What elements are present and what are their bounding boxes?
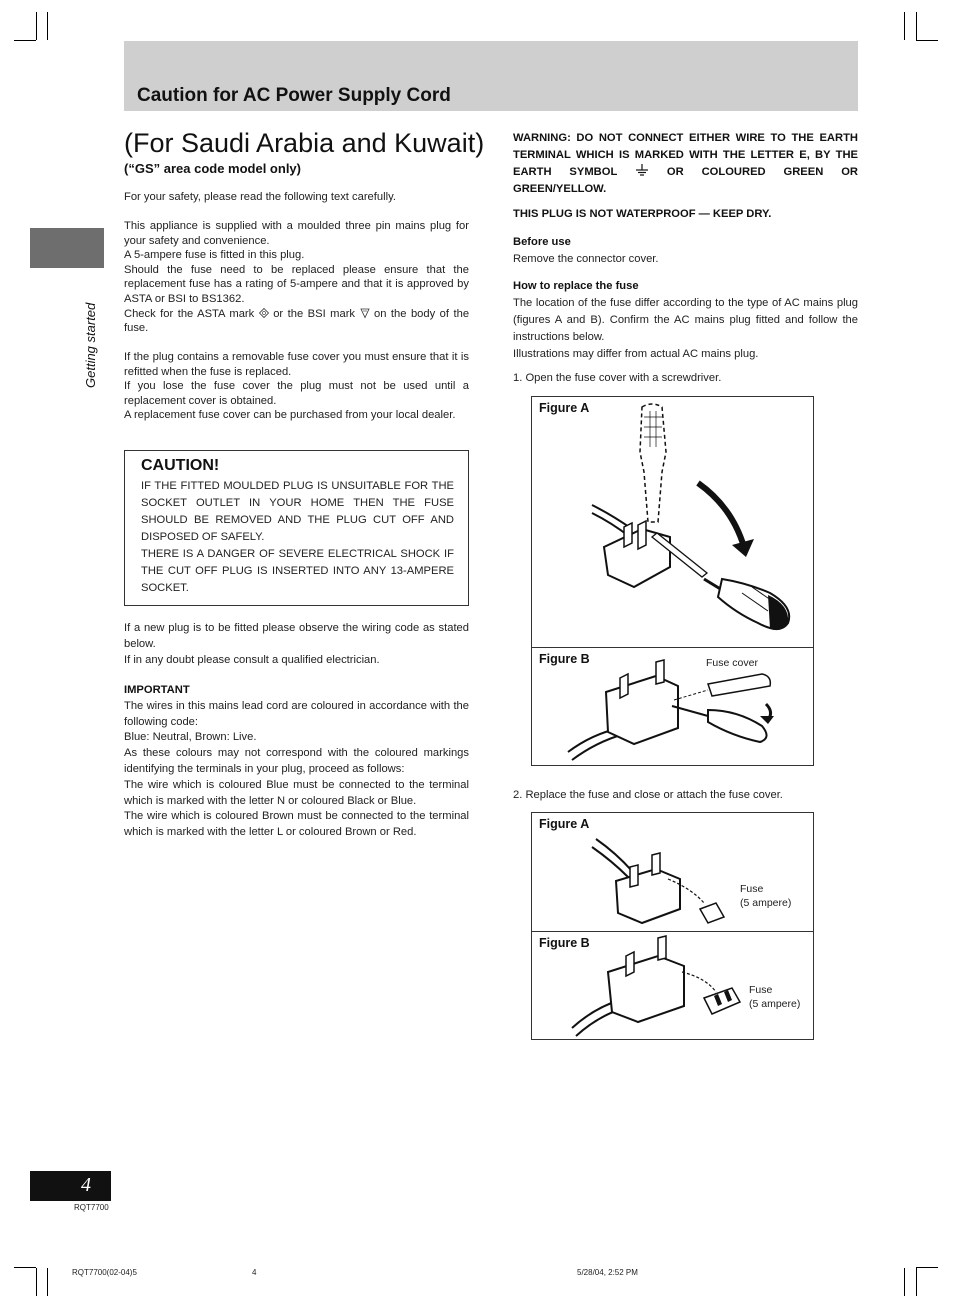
page-ref: 4 — [252, 1268, 257, 1277]
how-to-title: How to replace the fuse — [513, 280, 639, 292]
crop-mark — [36, 12, 37, 40]
side-label-wrap — [84, 278, 100, 388]
asta-text: Check for the ASTA mark — [124, 307, 255, 320]
paragraph-line: Should the fuse need to be replaced please ensure that the replacement fuse has a rating of 5-ampere and that it is approved by ASTA or BSI to BS1362. — [124, 263, 469, 305]
before-use-text: Remove the connector cover. — [513, 253, 659, 265]
figure-label: Figure B — [539, 936, 590, 950]
fuse-label-line: (5 ampere) — [749, 997, 801, 1010]
important-title: IMPORTANT — [124, 684, 190, 696]
plug-b-fuse-illustration — [532, 932, 815, 1041]
warning-part-b: OR COLOURED GREEN OR GREEN/YELLOW. — [513, 166, 858, 195]
doc-code: RQT7700 — [74, 1203, 109, 1212]
paragraph-block — [124, 219, 469, 336]
paragraph-line: If you lose the fuse cover the plug must not be used until a replacement cover is obtained. — [124, 380, 469, 407]
waterproof-notice: THIS PLUG IS NOT WATERPROOF — KEEP DRY. — [513, 208, 772, 220]
figure-label: Figure A — [539, 401, 590, 415]
file-ref: RQT7700(02-04)5 — [72, 1268, 137, 1277]
paragraph-line: If the plug contains a removable fuse cover you must ensure that it is refitted when the fuse is replaced. — [124, 351, 469, 378]
crop-mark — [36, 1268, 37, 1296]
crop-mark — [916, 12, 917, 40]
how-to-note: Illustrations may differ from actual AC mains plug. — [513, 348, 759, 360]
section-title: Caution for AC Power Supply Cord — [137, 85, 451, 106]
paragraph-line: The wire which is coloured Blue must be connected to the terminal which is marked with the letter N or coloured Black or Blue. — [124, 778, 469, 807]
paragraph-line: A replacement fuse cover can be purchased from your local dealer. — [124, 409, 456, 422]
fuse-cover-label: Fuse cover — [706, 657, 758, 669]
side-tab-marker — [30, 228, 104, 268]
crop-mark — [14, 40, 36, 41]
figure-label: Figure B — [539, 652, 590, 666]
before-use-title: Before use — [513, 236, 571, 248]
page-title: (For Saudi Arabia and Kuwait) — [124, 128, 485, 158]
figure-a-open — [531, 396, 814, 648]
important-block — [124, 683, 469, 841]
figure-b-open — [531, 647, 814, 766]
crop-mark — [916, 40, 938, 41]
fuse-body-text: on the body of the fuse. — [124, 307, 470, 335]
warning-part-a: WARNING: DO NOT CONNECT EITHER WIRE TO THE EARTH TERMINAL WHICH IS MARKED WITH THE LETTER E, BY THE EARTH SYMBOL — [513, 132, 858, 178]
fuse-label-line: Fuse — [740, 883, 764, 895]
figure-label: Figure A — [539, 817, 590, 831]
paragraph-block — [124, 620, 469, 668]
paragraph-line: If a new plug is to be fitted please observe the wiring code as stated below. — [124, 622, 469, 650]
paragraph-line: The wire which is coloured Brown must be connected to the terminal which is marked with the letter L or coloured Brown or Red. — [124, 810, 469, 839]
crop-mark — [904, 1268, 905, 1296]
page-number: 4 — [81, 1174, 91, 1196]
paragraph-line: This appliance is supplied with a moulded three pin mains plug for your safety and convenience. — [124, 220, 469, 247]
page-subtitle: (“GS” area code model only) — [124, 161, 301, 176]
caution-title: CAUTION! — [141, 457, 220, 474]
paragraph-line: As these colours may not correspond with the coloured markings identifying the terminals in your plug, proceed as follows: — [124, 747, 469, 775]
crop-mark — [916, 1268, 917, 1296]
paragraph-block — [124, 350, 469, 423]
warning-text — [513, 130, 858, 198]
paragraph-line — [124, 307, 469, 336]
paragraph-line: Blue: Neutral, Brown: Live. — [124, 731, 257, 744]
step-1: 1. Open the fuse cover with a screwdriver. — [513, 372, 722, 384]
crop-mark — [904, 12, 905, 40]
asta-mark-icon — [259, 308, 269, 318]
bsi-text: or the BSI mark — [273, 307, 356, 320]
caution-box — [124, 450, 469, 606]
crop-mark — [47, 12, 48, 40]
crop-mark — [47, 1268, 48, 1296]
plug-fuse-illustration — [532, 813, 815, 933]
figure-b-replace — [531, 931, 814, 1040]
intro-paragraph: For your safety, please read the following text carefully. — [124, 191, 396, 203]
page-number-box — [30, 1171, 111, 1201]
figure-a-replace — [531, 812, 814, 932]
plug-screwdriver-illustration — [532, 397, 815, 649]
crop-mark — [14, 1267, 36, 1268]
paragraph-line: If in any doubt please consult a qualified electrician. — [124, 654, 380, 666]
before-use-block — [513, 234, 858, 268]
timestamp: 5/28/04, 2:52 PM — [577, 1268, 638, 1277]
fuse-label-line: Fuse — [749, 984, 773, 996]
how-to-text: The location of the fuse differ according to the type of AC mains plug (figures A and B). Confirm the AC mains plug fitted and follow the instructions below. — [513, 297, 858, 343]
paragraph-line: A 5-ampere fuse is fitted in this plug. — [124, 249, 305, 262]
caution-text — [141, 478, 454, 597]
side-label: Getting started — [83, 302, 98, 388]
caution-line: THERE IS A DANGER OF SEVERE ELECTRICAL SHOCK IF THE CUT OFF PLUG IS INSERTED INTO ANY 13-AMPERE SOCKET. — [141, 548, 454, 594]
how-to-block — [513, 278, 858, 363]
crop-mark — [916, 1267, 938, 1268]
step-2: 2. Replace the fuse and close or attach the fuse cover. — [513, 789, 783, 801]
fuse-label-line: (5 ampere) — [740, 896, 792, 909]
caution-line: IF THE FITTED MOULDED PLUG IS UNSUITABLE FOR THE SOCKET OUTLET IN YOUR HOME THEN THE FUSE SHOULD BE REMOVED AND THE PLUG CUT OFF AND DISPOSED OF SAFELY. — [141, 480, 454, 543]
bsi-mark-icon — [360, 308, 370, 318]
earth-symbol-icon — [635, 164, 649, 176]
plug-b-screwdriver-illustration — [532, 648, 815, 767]
paragraph-line: The wires in this mains lead cord are coloured in accordance with the following code: — [124, 699, 469, 728]
